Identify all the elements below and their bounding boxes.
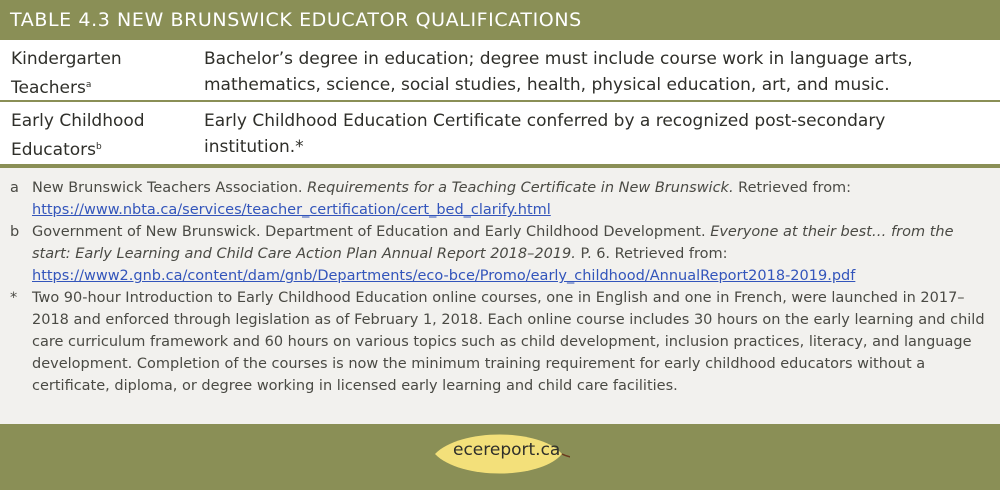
table-row: [0, 40, 1000, 102]
footnote-retrieved: P. 6. Retrieved from:: [575, 246, 728, 262]
row-description: Bachelor’s degree in education; degree must include course work in language arts, mathematics, science, social studies, health, physical education, art, and music.: [204, 49, 913, 95]
table-title: TABLE 4.3 NEW BRUNSWICK EDUCATOR QUALIFICATIONS: [0, 0, 1000, 40]
footnotes: [0, 168, 1000, 424]
table-row: [0, 102, 1000, 166]
footnote-marker: *: [10, 290, 18, 306]
footnote-ref: a: [85, 80, 92, 90]
footnote-body: [32, 221, 990, 287]
footnote-link[interactable]: https://www2.gnb.ca/content/dam/gnb/Departments/eco-bce/Promo/early_childhood/AnnualReport2018-2019.pdf: [32, 268, 856, 284]
footnote-author: New Brunswick Teachers Association.: [32, 180, 308, 196]
row-label: [11, 46, 191, 101]
footnote-body: [32, 177, 990, 221]
qualifications-table: [0, 40, 1000, 166]
footnote-source-title: Requirements for a Teaching Certificate in New Brunswick.: [307, 180, 734, 196]
footnote-marker: b: [10, 224, 20, 240]
footnote-marker: a: [10, 180, 19, 196]
row-description: Early Childhood Education Certificate conferred by a recognized post-secondary institution.*: [204, 111, 886, 157]
footnote-link[interactable]: https://www.nbta.ca/services/teacher_certification/cert_bed_clarify.html: [32, 202, 551, 218]
row-label-line1: Early Childhood: [11, 111, 145, 131]
row-label: [11, 108, 191, 163]
footnote-ref: b: [95, 142, 102, 152]
footnote-author: Government of New Brunswick. Department of Education and Early Childhood Development.: [32, 224, 711, 240]
footnote-retrieved: Retrieved from:: [733, 180, 852, 196]
row-label-line2: Educators: [11, 140, 96, 160]
site-logo-text[interactable]: ecereport.ca: [453, 440, 561, 460]
footnote-body: Two 90-hour Introduction to Early Childhood Education online courses, one in English and one in French, were launched in 2017–2018 and enforced through legislation as of February 1, 2018. Each online course includes 30 hours on the early learning and child care curriculum framework and 60 hours on various topics such as child development, inclusion practices, literacy, and language development. Completion of the courses is now the minimum training requirement for early childhood educators without a certificate, diploma, or degree working in licensed early learning and child care facilities.: [32, 290, 985, 394]
row-label-line1: Kindergarten: [11, 49, 122, 69]
footnote-source-title: Everyone at their best… from the start: Early Learning and Child Care Action Plan Annual Report 2018–2019.: [32, 224, 954, 262]
row-label-line2: Teachers: [11, 78, 86, 98]
